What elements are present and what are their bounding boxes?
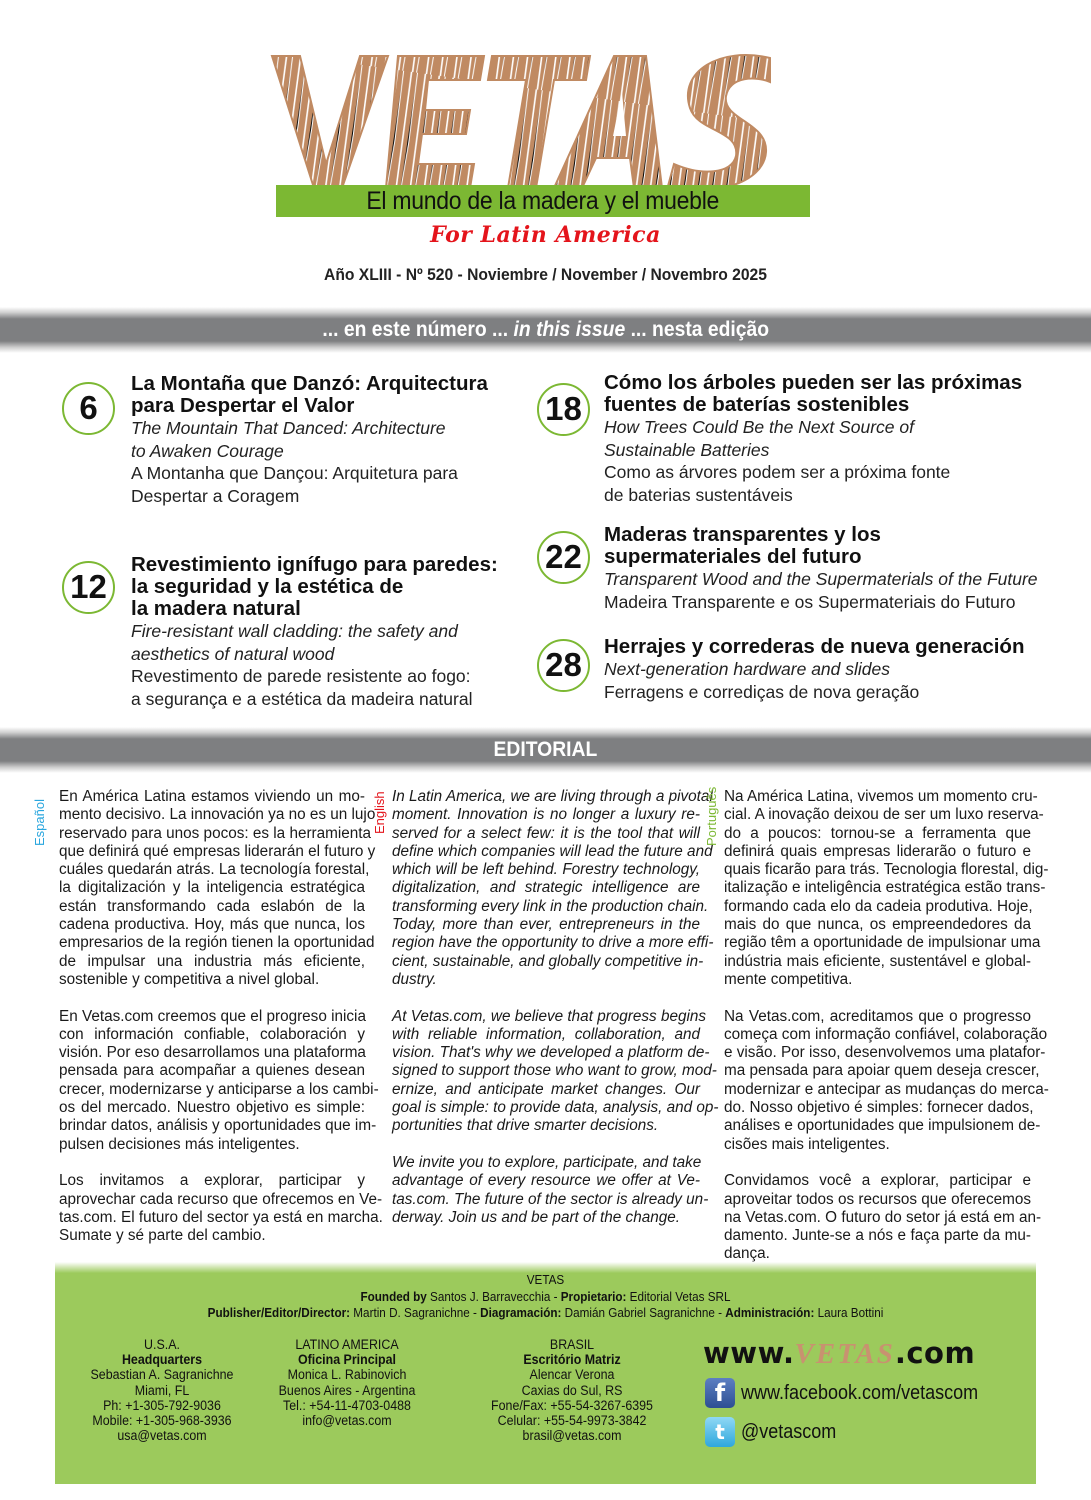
footer-name: VETAS xyxy=(526,1272,565,1287)
title-pt-line: de baterias sustentáveis xyxy=(604,484,793,505)
editorial-line: con información confiable, colaboración y xyxy=(59,1025,365,1043)
page-number-badge: 22 xyxy=(537,531,590,584)
title-en xyxy=(131,417,488,462)
layout-value: Damián Gabriel Sagranichne - xyxy=(561,1305,726,1320)
editorial-line: At Vetas.com, we believe that progress begins xyxy=(392,1007,707,1025)
title-en-line: Next-generation hardware and slides xyxy=(604,659,890,679)
office-detail: Sebastian A. Sagranichne xyxy=(90,1367,234,1383)
title-es-line: Herrajes y correderas de nueva generación xyxy=(604,635,1025,658)
editorial-line: quais ficarão para trás. Tecnologia florestal, dig- xyxy=(724,861,1049,879)
title-pt xyxy=(131,665,498,710)
editorial-line: la digitalización y la inteligencia estratégica xyxy=(59,879,365,897)
title-pt xyxy=(131,462,488,507)
heading-pt: ... nesta edição xyxy=(624,318,769,341)
editorial-line: visión. Por eso desarrollamos una plataforma xyxy=(59,1044,366,1062)
editorial-line: formando cada elo da cadeia produtiva. Hoje, xyxy=(724,897,1033,915)
heading-en: in this issue xyxy=(513,318,625,341)
page-number-badge: 28 xyxy=(537,639,590,692)
footer xyxy=(55,1262,1036,1484)
editorial-line: derway. Join us and be part of the change. xyxy=(392,1208,680,1226)
title-en-line: How Trees Could Be the Next Source of xyxy=(604,417,914,437)
title-es-line: Cómo los árboles pueden ser las próximas xyxy=(604,371,1023,394)
layout-label: Diagramación: xyxy=(480,1305,562,1320)
editorial-line: están transformando cada eslabón de la xyxy=(59,897,365,915)
page-number-badge: 12 xyxy=(62,561,115,614)
editorial-line: En América Latina estamos viviendo un mo- xyxy=(59,788,365,805)
editorial-line: damento. Junte-se a nós e faça parte da mu- xyxy=(724,1227,1031,1245)
editorial-line: pulsen decisiones más inteligentes. xyxy=(59,1135,300,1153)
title-pt-line: Madeira Transparente e os Supermateriais do Futuro xyxy=(604,591,1016,612)
office-detail: Fone/Fax: +55-54-3267-6395 xyxy=(491,1397,653,1413)
editorial-line: sostenible y competitiva a nivel global. xyxy=(59,970,320,988)
editorial-paragraph xyxy=(392,1007,719,1136)
editorial-line: região têm a oportunidade de impulsionar uma xyxy=(724,934,1041,952)
founded-label: Founded by xyxy=(360,1288,427,1304)
editorial-line: cisões mais inteligentes. xyxy=(724,1135,890,1153)
editorial-line: do a poucos: tornou-se a ferramenta que xyxy=(724,824,1031,842)
editorial-line: We invite you to explore, participate, and take xyxy=(392,1153,702,1171)
office-detail: Ph: +1-305-792-9036 xyxy=(103,1397,221,1413)
editorial-line: Today, more than ever, entrepreneurs in the xyxy=(392,916,700,934)
vetas-logo xyxy=(270,52,790,192)
title-pt xyxy=(604,461,1022,506)
editorial-line: indústria mais eficiente, sustentável e global- xyxy=(724,952,1031,970)
entry-titles xyxy=(131,373,488,507)
title-pt-line: a segurança e a estética da madeira natural xyxy=(131,688,473,709)
title-en-line: The Mountain That Danced: Architecture xyxy=(131,418,446,438)
credits xyxy=(55,1272,1036,1322)
editorial-paragraph xyxy=(724,1007,1049,1154)
title-en xyxy=(131,620,498,665)
editorial-bar xyxy=(0,727,1091,773)
editorial-paragraph xyxy=(59,788,376,989)
editorial-line: começa com informação confiável, colaboração xyxy=(724,1025,1048,1043)
website-link[interactable] xyxy=(703,1336,975,1371)
editorial-line: moment. Innovation is no longer a luxury re- xyxy=(392,806,700,824)
publisher-value: Martin D. Sagranichne - xyxy=(350,1305,481,1320)
office-block xyxy=(480,1337,664,1443)
title-en-line: Fire-resistant wall cladding: the safety and xyxy=(131,621,458,641)
title-es xyxy=(604,636,1024,658)
title-es-line: Revestimiento ignífugo para paredes: xyxy=(131,553,498,576)
founded-value: Santos J. Barravecchia - xyxy=(426,1288,561,1304)
editorial-line: tas.com. El futuro del sector ya está en marcha. xyxy=(59,1208,383,1226)
title-en xyxy=(604,568,1038,591)
editorial-line: dança. xyxy=(724,1245,770,1263)
editorial-heading: EDITORIAL xyxy=(493,738,598,761)
admin-label: Administración: xyxy=(725,1305,815,1320)
title-pt xyxy=(604,681,1024,704)
title-es-line: la madera natural xyxy=(131,597,301,620)
editorial-line: transforming every link in the production chain. xyxy=(392,897,709,915)
editorial-line: crecer, modernizarse y anticiparse a los cambi- xyxy=(59,1080,379,1098)
editorial-line: mento decisivo. La innovación ya no es un lujo xyxy=(59,806,376,824)
title-es xyxy=(131,373,488,417)
editorial-line: análises e oportunidades que impulsionem de- xyxy=(724,1117,1041,1135)
editorial-line: Convidamos você a explorar, participar e xyxy=(724,1172,1031,1190)
editorial-line: advantage of every resource we offer at Ve- xyxy=(392,1172,700,1190)
editorial-line: aproveitar todos os recursos que oferecemos xyxy=(724,1190,1031,1208)
title-es-line: para Despertar el Valor xyxy=(131,394,355,417)
web-brand-logo: VETAS xyxy=(794,1338,895,1370)
office-title: Oficina Principal xyxy=(297,1352,397,1368)
language-label: English xyxy=(372,791,387,834)
heading-es: ... en este número ... xyxy=(322,318,514,341)
web-prefix: www. xyxy=(703,1336,795,1370)
editorial-line: signed to support those who want to grow, mod- xyxy=(392,1062,717,1080)
title-pt xyxy=(604,591,1038,614)
office-region: BRASIL xyxy=(549,1337,595,1352)
facebook-url: www.facebook.com/vetascom xyxy=(741,1381,979,1404)
editorial-line: de impulsar una industria más eficiente, xyxy=(59,952,365,970)
editorial-line: tas.com. The future of the sector is already un- xyxy=(392,1190,709,1208)
office-email[interactable]: info@vetas.com xyxy=(302,1413,392,1429)
title-en-line: aesthetics of natural wood xyxy=(131,643,335,664)
office-detail: Mobile: +1-305-968-3936 xyxy=(92,1413,232,1429)
title-es-line: fuentes de baterías sostenibles xyxy=(604,393,910,416)
editorial-line: region have the opportunity to drive a more effi- xyxy=(392,934,714,952)
editorial-line: os del mercado. Nuestro objetivo es simple: xyxy=(59,1099,365,1117)
title-es-line: La Montaña que Danzó: Arquitectura xyxy=(131,372,488,395)
editorial-line: vision. That's why we developed a platform de- xyxy=(392,1044,710,1062)
office-block xyxy=(255,1337,439,1428)
title-en-line: Transparent Wood and the Supermaterials of the Future xyxy=(604,569,1038,589)
twitter-handle: @vetascom xyxy=(741,1420,837,1443)
title-en-line: Sustainable Batteries xyxy=(604,439,770,460)
publisher-label: Publisher/Editor/Director: xyxy=(207,1305,351,1320)
editorial-line: portunities that drive smarter decisions. xyxy=(392,1117,659,1135)
editorial-line: Na Vetas.com, acreditamos que o progresso xyxy=(724,1007,1031,1025)
page-number-badge: 18 xyxy=(537,383,590,436)
title-pt-line: Ferragens e corrediças de nova geração xyxy=(604,681,920,702)
facebook-link[interactable] xyxy=(705,1378,1004,1408)
twitter-icon: t xyxy=(705,1417,735,1447)
office-detail: Tel.: +54-11-4703-0488 xyxy=(283,1397,411,1413)
editorial-line: pensada para acompañar a quienes desean xyxy=(59,1062,365,1080)
editorial-line: cuáles quedarán atrás. La tecnología forestal, xyxy=(59,861,370,879)
editorial-line: empresarios de la región tienen la oportunidad xyxy=(59,934,375,952)
editorial-paragraph xyxy=(724,1172,1042,1263)
title-en xyxy=(604,416,1022,461)
title-en xyxy=(604,658,1024,681)
editorial-line: dustry. xyxy=(392,970,437,988)
title-pt-line: A Montanha que Dançou: Arquitetura para xyxy=(131,463,458,483)
editorial-line: e visão. Por isso, desenvolvemos uma platafor- xyxy=(724,1044,1046,1062)
web-suffix: .com xyxy=(894,1336,976,1370)
editorial-line: En Vetas.com creemos que el progreso inicia xyxy=(59,1007,366,1025)
office-region: LATINO AMERICA xyxy=(295,1337,399,1352)
facebook-icon: f xyxy=(705,1378,735,1408)
subtitle-for-latin-america: For Latin America xyxy=(430,222,661,248)
language-label: Español xyxy=(32,799,47,846)
title-es xyxy=(131,554,498,620)
editorial-line: define which companies will lead the future and xyxy=(392,842,713,860)
editorial-line: Na América Latina, vivemos um momento cru- xyxy=(724,788,1038,805)
editorial-line: aprovechar cada recurso que ofrecemos en Ve- xyxy=(59,1190,383,1208)
in-this-issue-heading xyxy=(322,307,769,353)
title-es-line: supermateriales del futuro xyxy=(604,545,862,568)
editorial-line: que definirá qué empresas liderarán el futuro y xyxy=(59,842,376,860)
title-pt-line: Despertar a Coragem xyxy=(131,485,300,506)
language-label: Português xyxy=(704,786,719,846)
entry-titles xyxy=(604,372,1022,506)
editorial-line: ma pensada para apoiar quem deseja crescer, xyxy=(724,1062,1040,1080)
tagline-bar xyxy=(276,185,810,217)
title-pt-line: Revestimento de parede resistente ao fogo: xyxy=(131,666,471,686)
vetas-logo-graphic xyxy=(270,52,790,192)
entry-titles xyxy=(131,554,498,710)
editorial-line: digitalization, and strategic intelligence are xyxy=(392,879,700,897)
tagline: El mundo de la madera y el mueble xyxy=(366,187,720,215)
editorial-line: do. Nosso objetivo é simples: fornecer dados, xyxy=(724,1099,1034,1117)
entry-titles xyxy=(604,524,1038,613)
editorial-line: served for a select few: it is the tool that will xyxy=(392,824,700,842)
editorial-line: italização e inteligência estratégica estão trans- xyxy=(724,879,1046,897)
office-block xyxy=(70,1337,254,1443)
editorial-paragraph xyxy=(59,1172,383,1245)
editorial-line: cient, sustainable, and globally competitive in- xyxy=(392,952,704,970)
editorial-line: with reliable information, collaboration, and xyxy=(392,1025,700,1043)
editorial-line: Sumate y sé parte del cambio. xyxy=(59,1227,266,1245)
editorial-line: definirá quais empresas liderarão o futuro e xyxy=(724,842,1031,860)
editorial-line: reservado para unos pocos: es la herramienta xyxy=(59,824,372,842)
office-email[interactable]: usa@vetas.com xyxy=(117,1428,207,1444)
office-email[interactable]: brasil@vetas.com xyxy=(522,1428,622,1444)
page-number-badge: 6 xyxy=(62,382,115,435)
office-title: Escritório Matriz xyxy=(523,1352,621,1368)
staff-row xyxy=(104,1305,987,1322)
title-es-line: Maderas transparentes y los xyxy=(604,523,881,546)
editorial-line: In Latin America, we are living through a pivotal xyxy=(392,788,713,805)
office-title: Headquarters xyxy=(121,1352,203,1368)
editorial-paragraph xyxy=(724,788,1049,989)
title-es-line: la seguridad y la estética de xyxy=(131,575,404,598)
editorial-line: mais do que nunca, os empreendedores da xyxy=(724,916,1031,934)
office-detail: Monica L. Rabinovich xyxy=(287,1367,407,1383)
office-detail: Alencar Verona xyxy=(529,1367,615,1383)
editorial-line: Los invitamos a explorar, participar y xyxy=(59,1172,365,1190)
editorial-line: modernizar e antecipar as mudanças do merca- xyxy=(724,1080,1049,1098)
owner-value: Editorial Vetas SRL xyxy=(626,1288,731,1304)
title-es xyxy=(604,372,1022,416)
owner-label: Propietario: xyxy=(560,1288,627,1304)
editorial-line: mente competitiva. xyxy=(724,970,853,988)
editorial-line: cadena productiva. Hoy, más que nunca, los xyxy=(59,916,365,934)
founded-row xyxy=(104,1289,987,1306)
editorial-line: goal is simple: to provide data, analysis, and op- xyxy=(392,1099,719,1117)
issue-line: Año XLIII - Nº 520 - Noviembre / November / Novembro 2025 xyxy=(324,265,767,284)
office-region: U.S.A. xyxy=(144,1337,180,1352)
title-en-line: to Awaken Courage xyxy=(131,440,284,461)
office-detail: Buenos Aires - Argentina xyxy=(278,1382,416,1398)
entry-titles xyxy=(604,636,1024,703)
editorial-paragraph xyxy=(392,1153,709,1227)
twitter-link[interactable] xyxy=(705,1417,847,1447)
admin-value: Laura Bottini xyxy=(814,1305,884,1320)
title-es xyxy=(604,524,1038,568)
office-detail: Miami, FL xyxy=(134,1382,190,1398)
editorial-line: na Vetas.com. O futuro do setor já está em an- xyxy=(724,1208,1042,1226)
editorial-line: ernize, and anticipate market changes. Our xyxy=(392,1080,700,1098)
in-this-issue-bar xyxy=(0,307,1091,353)
editorial-paragraph xyxy=(59,1007,379,1154)
editorial-column-pt xyxy=(724,788,1049,1282)
editorial-line: brindar datos, análisis y oportunidades que im- xyxy=(59,1117,377,1135)
office-detail: Celular: +55-54-9973-3842 xyxy=(497,1413,647,1429)
editorial-line: which will be left behind. Forestry technology, xyxy=(392,861,700,879)
editorial-line: cial. A inovação deixou de ser um luxo reserva- xyxy=(724,806,1044,824)
title-pt-line: Como as árvores podem ser a próxima fonte xyxy=(604,462,951,482)
office-detail: Caxias do Sul, RS xyxy=(521,1382,623,1398)
